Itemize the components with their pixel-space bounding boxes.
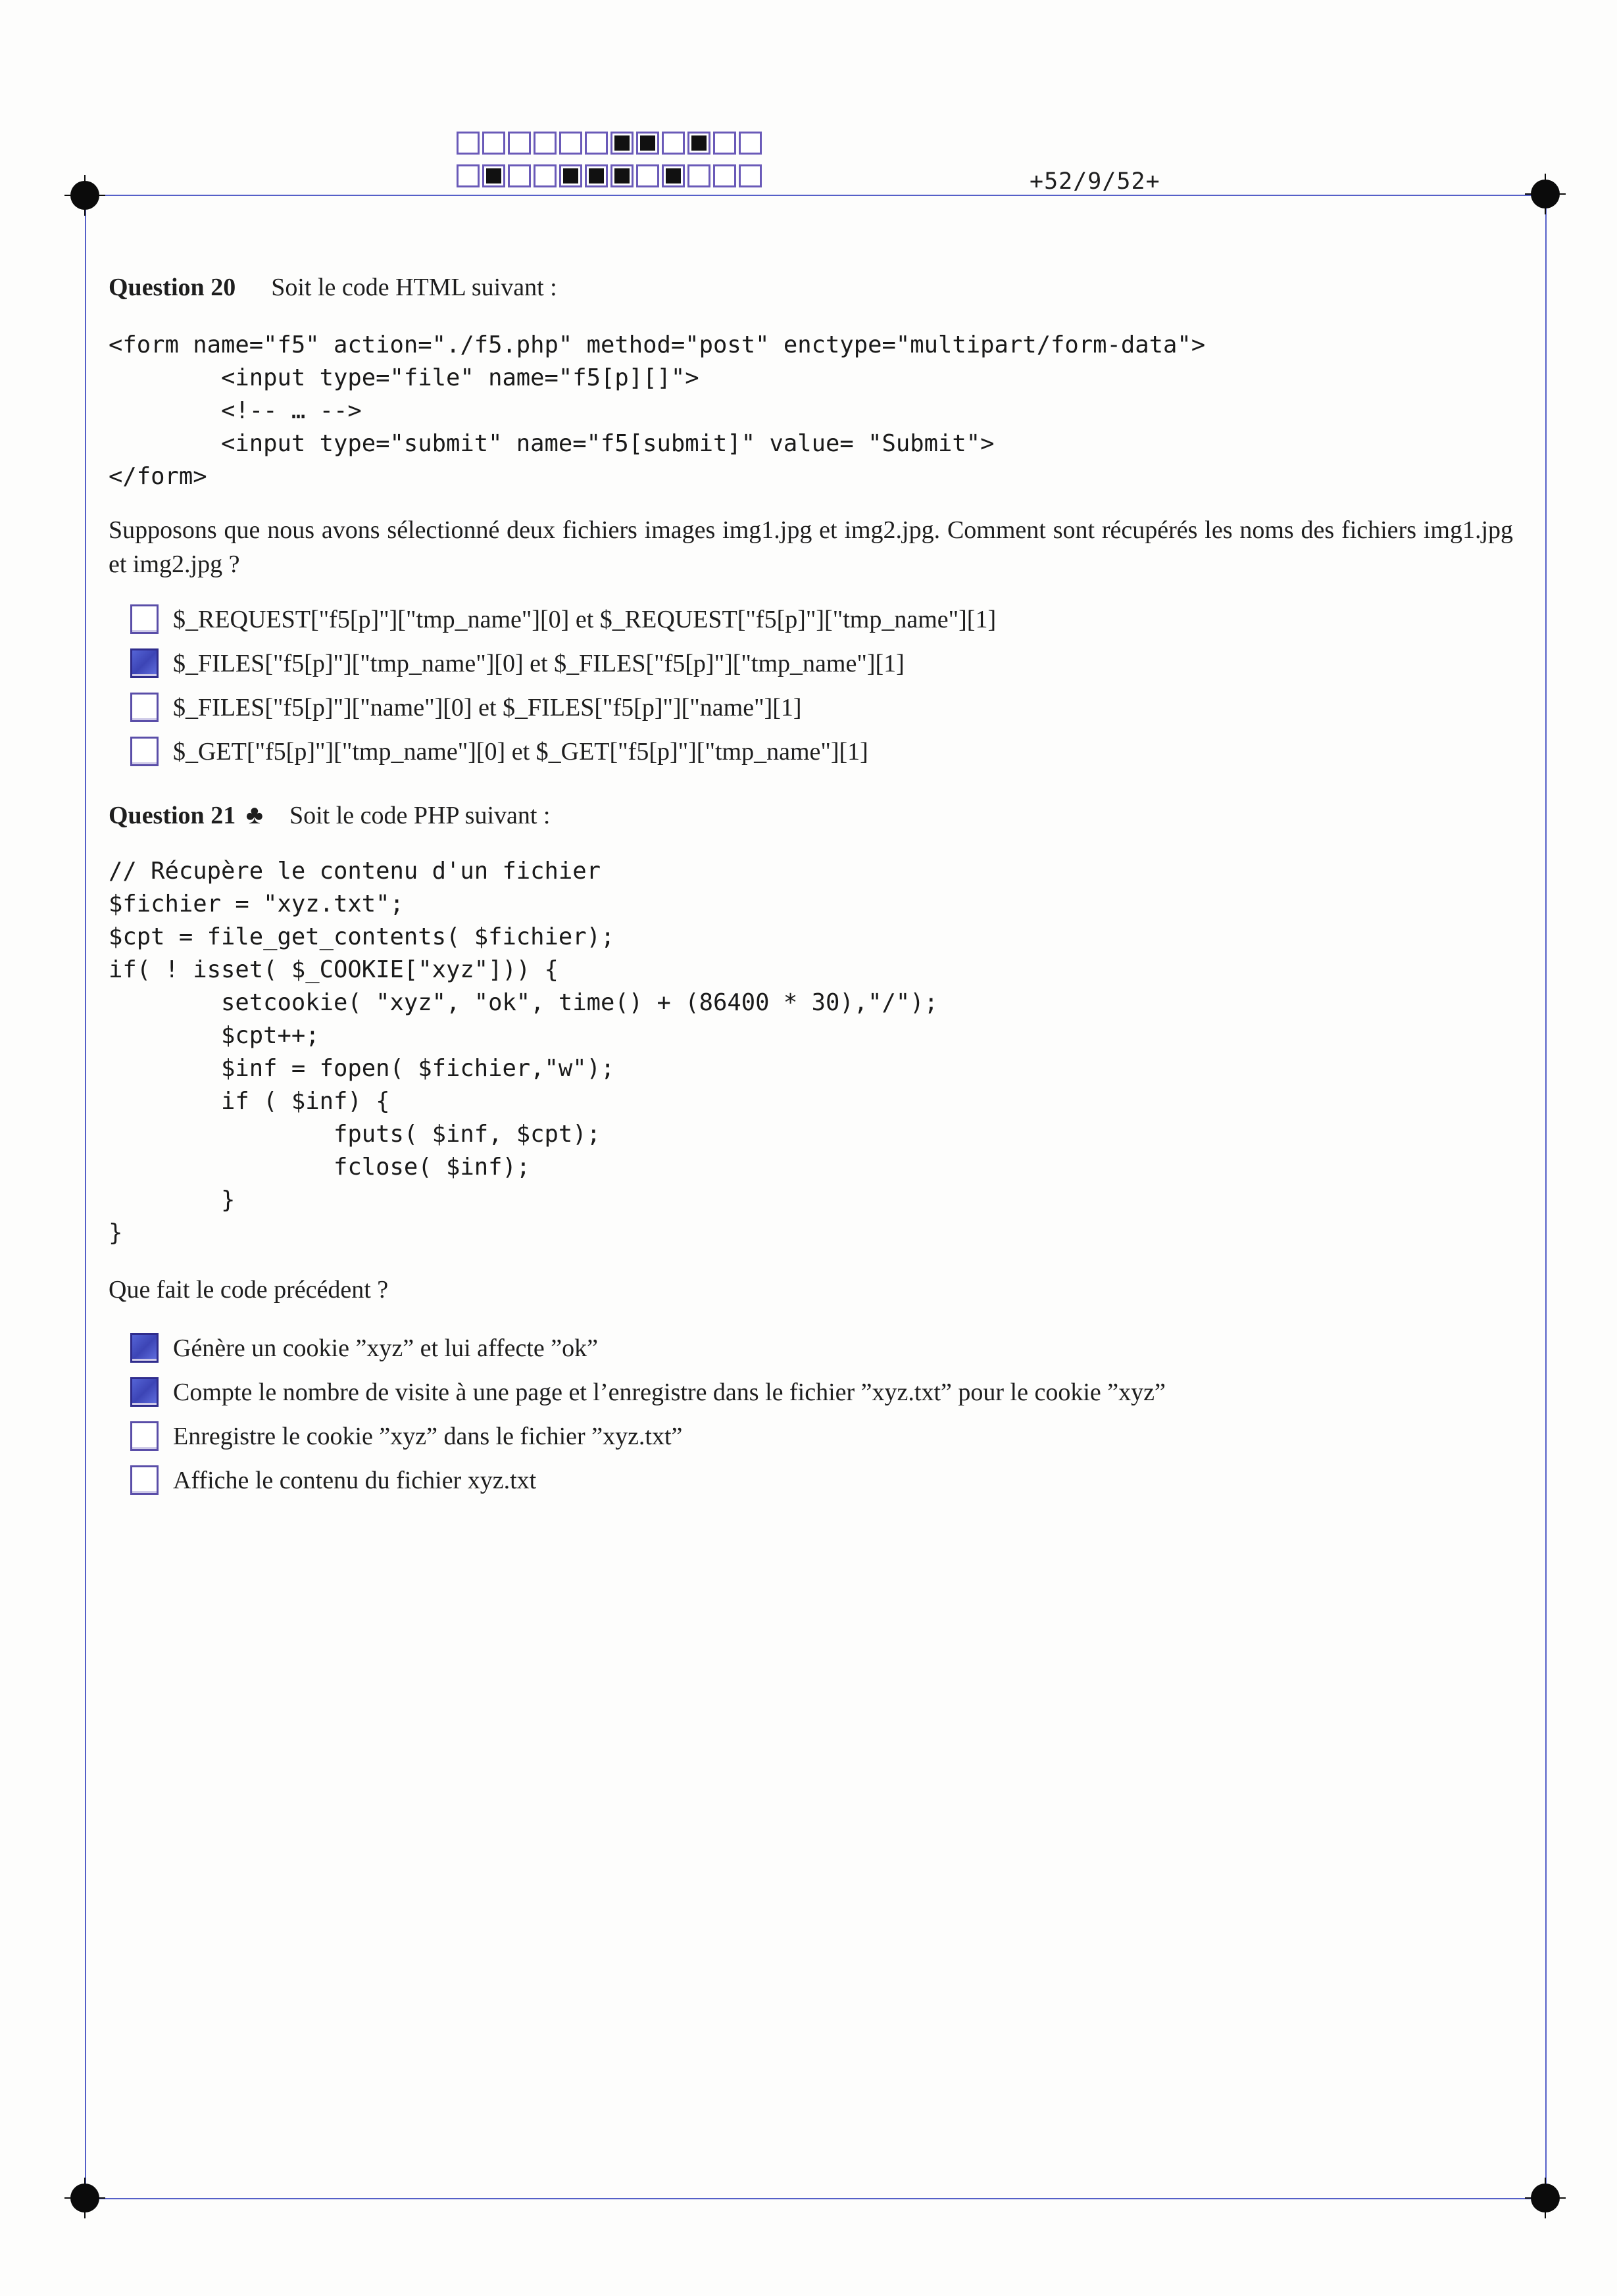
checkbox[interactable] xyxy=(130,604,159,634)
frame-right-line xyxy=(1545,195,1547,2198)
checkbox[interactable] xyxy=(130,737,159,766)
id-code-cell xyxy=(610,132,634,155)
php-code-block: // Récupère le contenu d'un fichier $fichier = "xyz.txt"; $cpt = file_get_contents( $fichier); if( ! isset( $_COOKIE["xyz"])) { setcookie( "xyz", "ok", time() + (86400 * 30),"/"); $cpt++; $inf = fopen( $fichier,"w"); if ( $inf) { fputs( $inf, $cpt); fclose( $inf); } } xyxy=(109,858,938,1246)
answer-text: $_FILES["f5[p]"]["tmp_name"][0] et $_FILES["f5[p]"]["tmp_name"][1] xyxy=(173,649,905,677)
answer-option[interactable] xyxy=(130,685,996,729)
question-20-header xyxy=(109,273,557,302)
id-code-row-1 xyxy=(457,132,762,155)
frame-top-line xyxy=(90,195,1547,196)
checkbox[interactable] xyxy=(130,1465,159,1495)
checkbox-checked[interactable] xyxy=(130,1333,159,1363)
checkbox-checked[interactable] xyxy=(130,1377,159,1407)
corner-mark-top-left xyxy=(70,181,99,210)
id-code-cell xyxy=(559,132,582,155)
answer-option[interactable] xyxy=(130,1370,1166,1414)
id-code-cell xyxy=(534,164,557,187)
id-code-cell xyxy=(534,132,557,155)
id-code-cell xyxy=(636,164,659,187)
id-code-cell xyxy=(585,132,608,155)
answer-text: $_FILES["f5[p]"]["name"][0] et $_FILES["f5[p]"]["name"][1] xyxy=(173,693,802,721)
id-code-row-2 xyxy=(457,164,762,187)
question-prompt: Supposons que nous avons sélectionné deux fichiers images img1.jpg et img2.jpg. Comment sont récupérés les noms des fichiers img1.jpg et img2.jpg ? xyxy=(109,516,1513,578)
answer-option[interactable] xyxy=(130,1458,1166,1502)
id-code-cell xyxy=(739,132,762,155)
id-code-cell xyxy=(610,164,634,187)
answer-list-q21 xyxy=(130,1326,1166,1502)
checkbox[interactable] xyxy=(130,1421,159,1451)
corner-mark-bottom-left xyxy=(70,2184,99,2212)
answer-text: Enregistre le cookie ”xyz” dans le fichier ”xyz.txt” xyxy=(173,1422,683,1450)
question-number: Question 21 ♣ xyxy=(109,800,263,829)
id-code-cell xyxy=(662,164,685,187)
id-code-cell xyxy=(687,164,710,187)
id-code-cell xyxy=(662,132,685,155)
id-code-cell xyxy=(457,132,480,155)
frame-bottom-line xyxy=(90,2198,1547,2199)
question-intro: Soit le code PHP suivant : xyxy=(289,802,551,829)
id-code-cell xyxy=(482,164,505,187)
id-code-cell xyxy=(713,132,736,155)
id-code-cell xyxy=(508,164,531,187)
question-prompt: Que fait le code précédent ? xyxy=(109,1276,389,1304)
id-code-cell xyxy=(508,132,531,155)
answer-text: Génère un cookie ”xyz” et lui affecte ”ok” xyxy=(173,1334,598,1362)
answer-text: $_GET["f5[p]"]["tmp_name"][0] et $_GET["f5[p]"]["tmp_name"][1] xyxy=(173,737,868,766)
id-code-cell xyxy=(457,164,480,187)
answer-option[interactable] xyxy=(130,1326,1166,1370)
id-code-cell xyxy=(687,132,710,155)
corner-mark-top-right xyxy=(1531,180,1560,208)
id-code-cell xyxy=(585,164,608,187)
answer-option[interactable] xyxy=(130,729,996,773)
answer-text: Compte le nombre de visite à une page et l’enregistre dans le fichier ”xyz.txt” pour le cookie ”xyz” xyxy=(173,1378,1166,1406)
answer-option[interactable] xyxy=(130,1414,1166,1458)
id-code-cell xyxy=(482,132,505,155)
answer-option[interactable] xyxy=(130,641,996,685)
html-code-block: <form name="f5" action="./f5.php" method="post" enctype="multipart/form-data"> <input type="file" name="f5[p][]"> <!-- … --> <input type="submit" name="f5[submit]" value= "Submit"> </form> xyxy=(109,331,1206,490)
answer-list-q20 xyxy=(130,597,996,773)
corner-mark-bottom-right xyxy=(1531,2184,1560,2212)
answer-option[interactable] xyxy=(130,597,996,641)
frame-left-line xyxy=(85,195,86,2198)
id-code-cell xyxy=(739,164,762,187)
question-number: Question 20 xyxy=(109,274,236,301)
answer-text: Affiche le contenu du fichier xyz.txt xyxy=(173,1466,537,1494)
question-intro: Soit le code HTML suivant : xyxy=(271,274,557,301)
club-icon: ♣ xyxy=(245,800,263,829)
checkbox[interactable] xyxy=(130,693,159,722)
id-code-cell xyxy=(559,164,582,187)
question-21-header xyxy=(109,799,551,830)
page-code: +52/9/52+ xyxy=(1030,168,1160,195)
answer-text: $_REQUEST["f5[p]"]["tmp_name"][0] et $_REQUEST["f5[p]"]["tmp_name"][1] xyxy=(173,605,997,633)
checkbox-checked[interactable] xyxy=(130,648,159,678)
id-code-cell xyxy=(713,164,736,187)
id-code-cell xyxy=(636,132,659,155)
